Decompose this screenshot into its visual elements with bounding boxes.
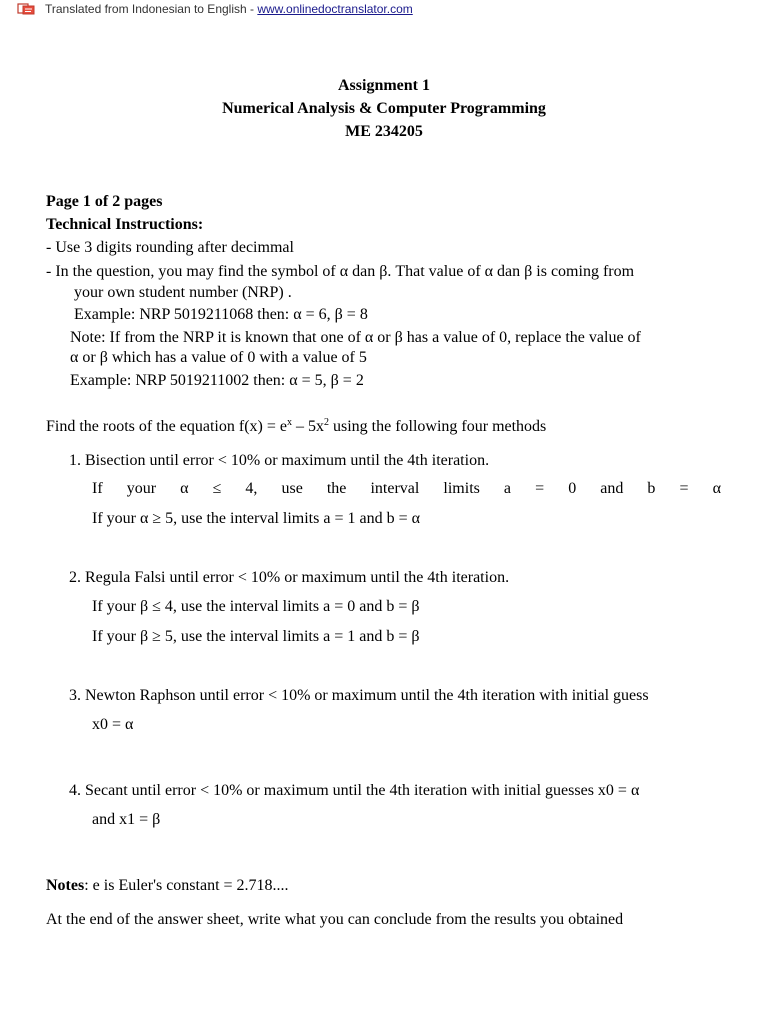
bisection-condition-word: α: [180, 480, 189, 497]
method-bisection-condition-1: [92, 479, 721, 499]
question-text-a: Find the roots of the equation f(x) = e: [46, 418, 287, 435]
instructions-heading: Technical Instructions:: [46, 216, 204, 233]
bisection-condition-word: and: [600, 480, 624, 497]
bisection-condition-word: limits: [443, 480, 480, 497]
bisection-condition-word: If: [92, 480, 103, 497]
note-zero-value-cont: α or β which has a value of 0 with a value of 5: [70, 349, 367, 366]
question-text-c: using the following four methods: [328, 418, 547, 435]
page-info: Page 1 of 2 pages: [46, 193, 163, 210]
translation-banner: [0, 0, 768, 20]
notes-line: [46, 876, 289, 896]
bisection-condition-word: a: [503, 480, 512, 497]
bisection-condition-word: your: [126, 480, 157, 497]
bisection-condition-word: the: [326, 480, 347, 497]
instruction-bullet-symbols: - In the question, you may find the symbol of α dan β. That value of α dan β is coming from: [46, 263, 635, 280]
method-secant-title: 4. Secant until error < 10% or maximum until the 4th iteration with initial guesses x0 = α: [69, 782, 640, 799]
notes-label: Notes: [46, 877, 85, 894]
question-exponent-x: x: [286, 417, 292, 428]
method-newton-raphson-guess: x0 = α: [92, 716, 134, 733]
question-intro: [46, 417, 546, 437]
method-bisection-title: 1. Bisection until error < 10% or maximum until the 4th iteration.: [69, 452, 490, 469]
bisection-condition-word: =: [679, 480, 689, 497]
note-zero-value: Note: If from the NRP it is known that one of α or β has a value of 0, replace the value of: [70, 329, 641, 346]
example-nrp-1: Example: NRP 5019211068 then: α = 6, β = 8: [74, 306, 368, 323]
bisection-condition-word: use: [281, 480, 303, 497]
method-secant-guess: and x1 = β: [92, 811, 161, 828]
bisection-condition-word: α: [712, 480, 721, 497]
conclusion-instruction: At the end of the answer sheet, write what you can conclude from the results you obtained: [46, 911, 624, 928]
translator-logo-icon: [17, 3, 35, 15]
method-regula-falsi-condition-1: If your β ≤ 4, use the interval limits a = 0 and b = β: [92, 598, 420, 615]
course-code: ME 234205: [345, 123, 423, 140]
method-regula-falsi-title: 2. Regula Falsi until error < 10% or maximum until the 4th iteration.: [69, 569, 510, 586]
notes-text: : e is Euler's constant = 2.718....: [84, 877, 289, 894]
example-nrp-2: Example: NRP 5019211002 then: α = 5, β = 2: [70, 372, 364, 389]
instruction-bullet-rounding: - Use 3 digits rounding after decimmal: [46, 239, 294, 256]
banner-text: Translated from Indonesian to English -: [45, 2, 258, 16]
question-exponent-2: 2: [323, 417, 329, 428]
instruction-bullet-symbols-cont: your own student number (NRP) .: [74, 284, 292, 301]
method-bisection-condition-2: If your α ≥ 5, use the interval limits a = 1 and b = α: [92, 510, 420, 527]
bisection-condition-word: interval: [370, 480, 420, 497]
course-name: Numerical Analysis & Computer Programming: [222, 100, 546, 117]
question-text-b: – 5x: [291, 418, 324, 435]
bisection-condition-word: 4,: [245, 480, 258, 497]
assignment-title: Assignment 1: [337, 77, 430, 94]
bisection-condition-word: b: [647, 480, 656, 497]
method-newton-raphson-title: 3. Newton Raphson until error < 10% or maximum until the 4th iteration with initial guess: [69, 687, 649, 704]
bisection-condition-word: ≤: [212, 480, 222, 497]
method-regula-falsi-condition-2: If your β ≥ 5, use the interval limits a = 1 and b = β: [92, 628, 420, 645]
translator-link[interactable]: www.onlinedoctranslator.com: [257, 2, 413, 16]
bisection-condition-word: 0: [568, 480, 577, 497]
bisection-condition-word: =: [535, 480, 545, 497]
